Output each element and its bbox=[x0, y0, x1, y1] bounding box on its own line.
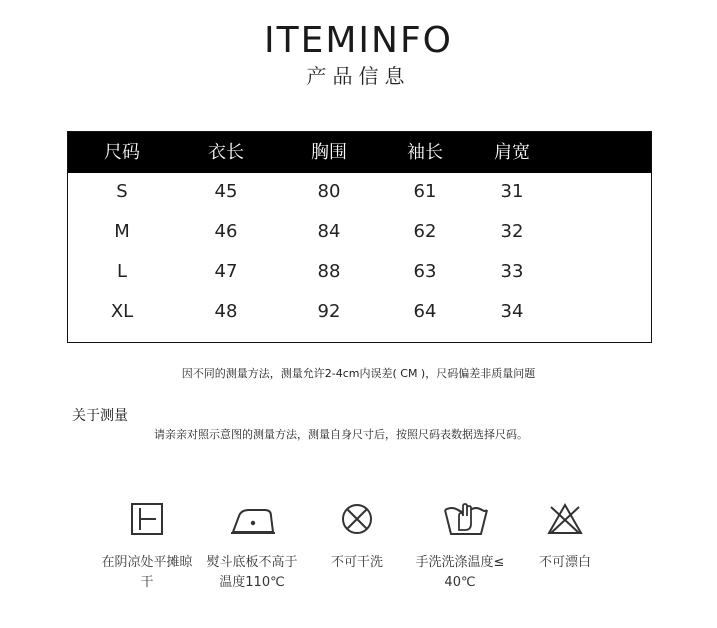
table-cell: 64 bbox=[413, 301, 437, 322]
no-bleach-icon bbox=[546, 502, 584, 536]
care-label-hand-wash: 手洗洗涤温度≤ 40℃ bbox=[415, 555, 505, 590]
column-header-shoulder: 肩宽 bbox=[494, 142, 530, 163]
table-cell: 88 bbox=[317, 261, 341, 282]
table-cell: 34 bbox=[500, 301, 524, 322]
line-dry-shade-icon bbox=[130, 502, 164, 536]
table-cell: XL bbox=[110, 301, 134, 322]
table-cell: 61 bbox=[413, 181, 437, 202]
column-header-size: 尺码 bbox=[104, 142, 140, 163]
care-label-line-dry: 在阴凉处平摊晾 干 bbox=[101, 555, 193, 590]
table-cell: 62 bbox=[413, 221, 437, 242]
hand-wash-icon bbox=[442, 502, 490, 538]
title-en: ITEMINFO bbox=[263, 20, 453, 61]
care-label-iron: 熨斗底板不高于 温度110℃ bbox=[206, 555, 298, 590]
title-cn: 产品信息 bbox=[306, 64, 411, 88]
iron-low-icon bbox=[229, 502, 277, 536]
table-cell: 32 bbox=[500, 221, 524, 242]
table-cell: 33 bbox=[500, 261, 524, 282]
table-header bbox=[68, 132, 651, 173]
about-measure-text: 请亲亲对照示意图的测量方法，测量自身尺寸后，按照尺码表数据选择尺码。 bbox=[154, 428, 528, 441]
table-cell: 46 bbox=[214, 221, 238, 242]
table-cell: L bbox=[116, 261, 128, 282]
about-measure-title: 关于测量 bbox=[72, 408, 128, 424]
table-cell: 45 bbox=[214, 181, 238, 202]
column-header-chest: 胸围 bbox=[311, 142, 347, 163]
care-label-no-dry-clean: 不可干洗 bbox=[330, 555, 383, 570]
table-cell: M bbox=[114, 221, 130, 242]
no-dry-clean-icon bbox=[340, 502, 374, 536]
size-table bbox=[67, 131, 652, 343]
table-cell: S bbox=[116, 181, 128, 202]
table-cell: 47 bbox=[214, 261, 238, 282]
column-header-length: 衣长 bbox=[208, 142, 244, 163]
table-cell: 31 bbox=[500, 181, 524, 202]
table-cell: 63 bbox=[413, 261, 437, 282]
care-label-no-bleach: 不可漂白 bbox=[538, 555, 591, 570]
column-header-sleeve: 袖长 bbox=[407, 142, 443, 163]
measurement-note: 因不同的测量方法，测量允许2-4cm内误差( CM )，尺码偏差非质量问题 bbox=[181, 367, 536, 380]
table-cell: 92 bbox=[317, 301, 341, 322]
table-cell: 48 bbox=[214, 301, 238, 322]
table-cell: 84 bbox=[317, 221, 341, 242]
table-cell: 80 bbox=[317, 181, 341, 202]
